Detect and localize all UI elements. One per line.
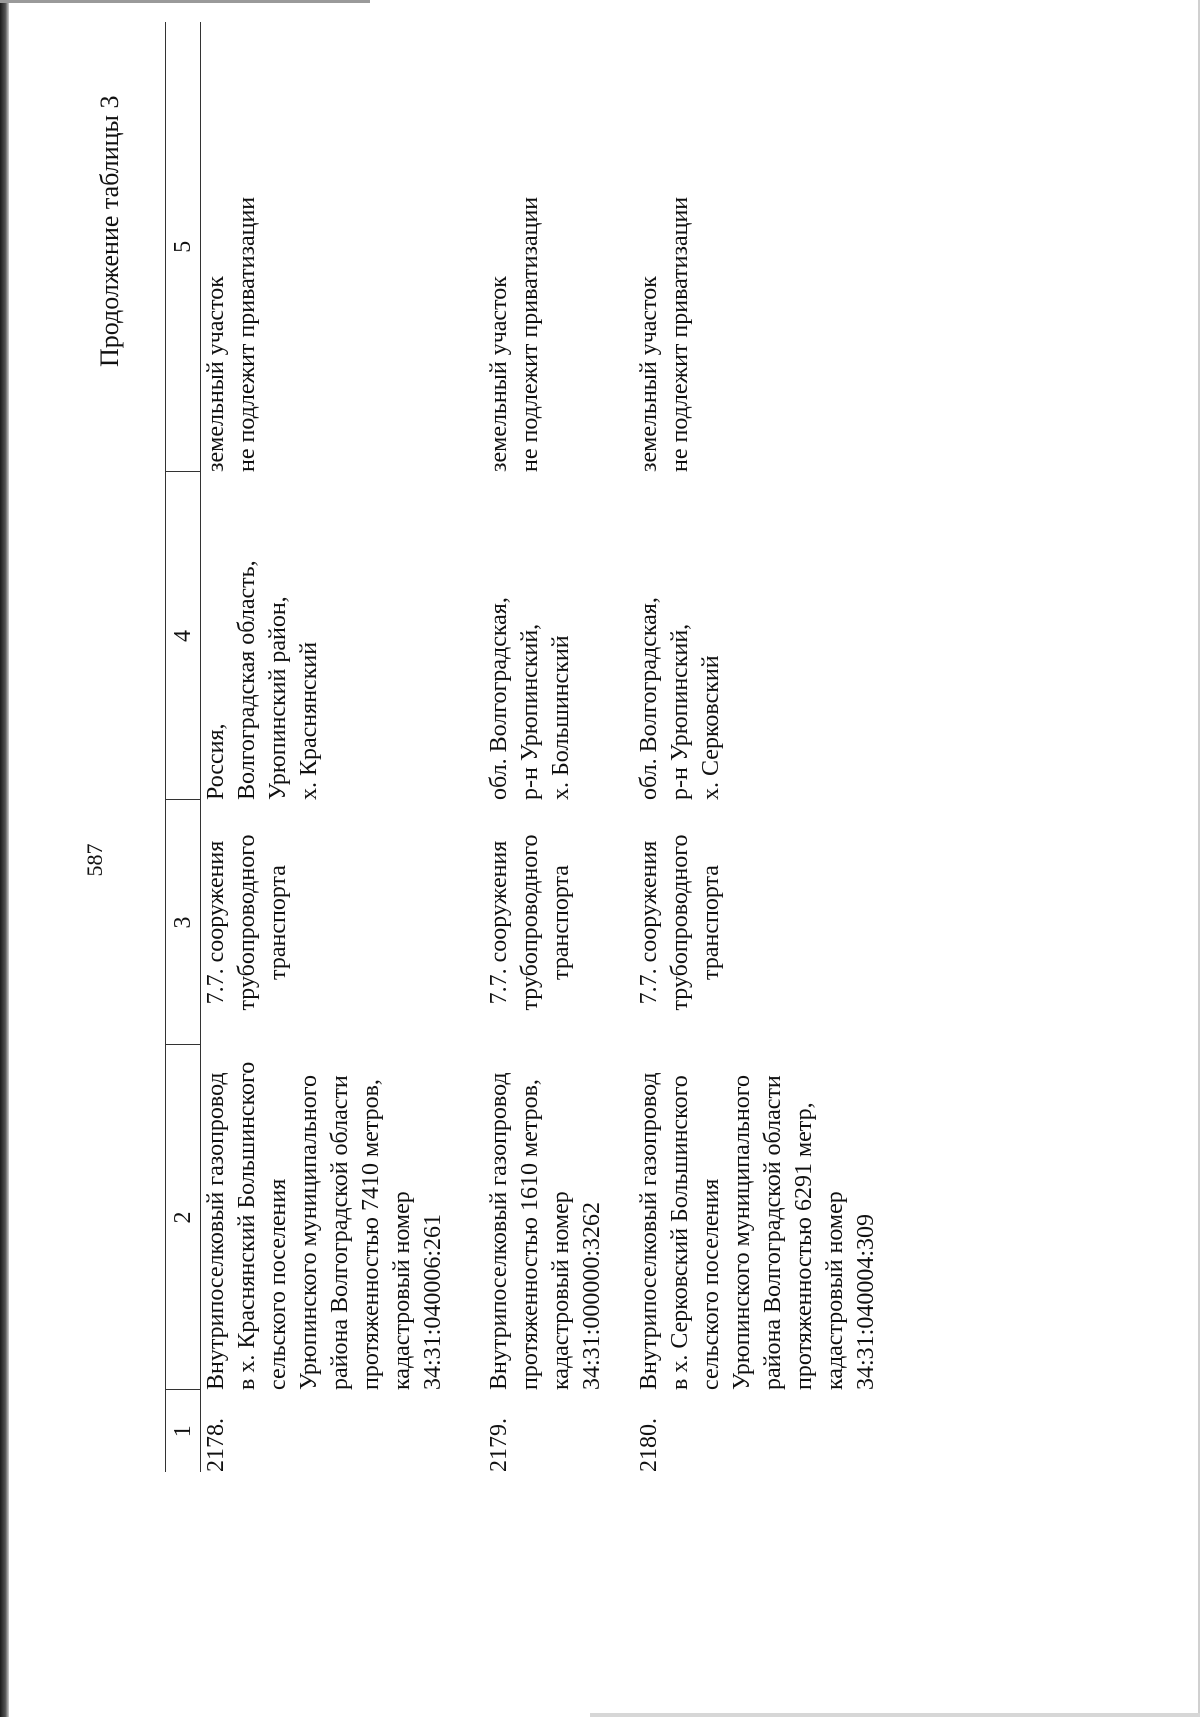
cell-line: обл. Волгоградская,	[636, 597, 662, 800]
permitted-use	[201, 800, 485, 1045]
header-cell-1: 1	[166, 1390, 201, 1472]
cell-line: Внутрипоселковый газопровод	[486, 1072, 512, 1390]
cell-line: трубопроводного	[517, 834, 543, 1011]
land-plot-table	[165, 22, 914, 1472]
address	[201, 472, 485, 800]
cell-line: Урюпинского муниципального	[296, 1075, 322, 1390]
cell-line: в х. Краснянский Большинского	[234, 1061, 260, 1390]
cell-line: 7.7. сооружения	[486, 840, 512, 1005]
table-row	[484, 22, 634, 1472]
cell-line: кадастровый номер	[822, 1191, 848, 1390]
cell-line: 7.7. сооружения	[203, 840, 229, 1005]
cell-line: кадастровый номер	[389, 1191, 415, 1390]
table-row	[201, 22, 485, 1472]
note	[201, 22, 485, 472]
cell-line: х. Серковский	[698, 655, 724, 800]
cell-line: х. Краснянский	[296, 641, 322, 800]
cell-line: района Волгоградской области	[760, 1075, 786, 1390]
cell-line: 7.7. сооружения	[636, 840, 662, 1005]
header-cell-5: 5	[166, 22, 201, 472]
cell-line: Внутрипоселковый газопровод	[203, 1072, 229, 1390]
row-number: 2178.	[203, 1418, 229, 1472]
cell-line: района Волгоградской области	[327, 1075, 353, 1390]
cell-line: земельный участок	[203, 276, 229, 472]
table-header-row	[166, 22, 201, 1472]
cell-line: транспорта	[548, 865, 574, 980]
permitted-use	[634, 800, 914, 1045]
cell-line: 34:31:000000:3262	[579, 1201, 605, 1390]
cell-line: 34:31:040006:261	[420, 1213, 446, 1390]
header-cell-2: 2	[166, 1045, 201, 1390]
cell-line: сельского поселения	[698, 1178, 724, 1390]
cell-line: р-н Урюпинский,	[517, 623, 543, 800]
cell-line: в х. Серковский Большинского	[667, 1075, 693, 1390]
cell-line: трубопроводного	[667, 834, 693, 1011]
object-description	[201, 1045, 485, 1390]
cell-line: транспорта	[698, 865, 724, 980]
cell-line: х. Большинский	[548, 635, 574, 800]
cell-line: не подлежит приватизации	[517, 196, 543, 472]
cell-line: 34:31:040004:309	[853, 1213, 879, 1390]
cell-line: кадастровый номер	[548, 1191, 574, 1390]
cell-line: не подлежит приватизации	[667, 196, 693, 472]
table-continuation-title: Продолжение таблицы 3	[95, 95, 124, 367]
table-row	[634, 22, 914, 1472]
address	[634, 472, 914, 800]
cell-line: протяженностью 7410 метров,	[358, 1079, 384, 1390]
cell-line: р-н Урюпинский,	[667, 623, 693, 800]
note	[484, 22, 634, 472]
table-body	[201, 22, 915, 1472]
cell-line: земельный участок	[486, 276, 512, 472]
address	[484, 472, 634, 800]
cell-line: транспорта	[265, 865, 291, 980]
cell-line: Внутрипоселковый газопровод	[636, 1072, 662, 1390]
cell-line: Урюпинский район,	[265, 596, 291, 800]
row-number: 2180.	[636, 1418, 662, 1472]
cell-line: протяженностью 1610 метров,	[517, 1079, 543, 1390]
cell-line: Россия,	[203, 723, 229, 800]
cell-line: трубопроводного	[234, 834, 260, 1011]
row-number: 2179.	[486, 1418, 512, 1472]
cell-line: протяженностью 6291 метр,	[791, 1102, 817, 1390]
cell-line: земельный участок	[636, 276, 662, 472]
object-description	[634, 1045, 914, 1390]
page-number: 587	[82, 843, 107, 877]
cell-line: не подлежит приватизации	[234, 196, 260, 472]
cell-line: сельского поселения	[265, 1178, 291, 1390]
header-cell-4: 4	[166, 472, 201, 800]
permitted-use	[484, 800, 634, 1045]
cell-line: Урюпинского муниципального	[729, 1075, 755, 1390]
note	[634, 22, 914, 472]
object-description	[484, 1045, 634, 1390]
cell-line: обл. Волгоградская,	[486, 597, 512, 800]
header-cell-3: 3	[166, 800, 201, 1045]
cell-line: Волгоградская область,	[234, 560, 260, 800]
